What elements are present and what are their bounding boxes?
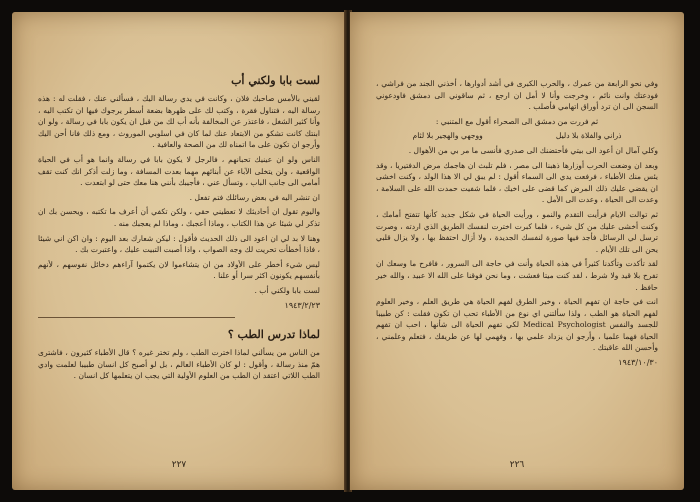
paragraph: وهنا لا بد لي ان اعود الى ذلك الحديث فأقول : ليكن شعارك بعد اليوم : وان اكن اني شيئا ، فاذا أخطأت تحريت لك وجه الصواب ، واذا أصبت التبيت عليك ، واعتبرت بك . (38, 233, 320, 255)
paragraph: لست بابا ولكني أب . (254, 285, 320, 295)
paragraph: وكلي آمال ان أعود الى بيتي فأحتضنك الى صدري فأنسى ما مر بي من الأهوال . (408, 145, 658, 155)
date: ١٩٤٣/٢/٢٣ (284, 300, 320, 310)
poem-couplet (376, 130, 658, 142)
paragraph: الناس ولو ان عينيك تحبانهم ، فالرجل لا يكون بابا في رسالة وانما هو أب في الحياة الواقعية ، ولن يتخلى الآباء عن أبنائهم مهما بعدت المسافة ، وما زلت أذكر انك كنت تقف أمامي الى جانب الباب ، وتسأل عني ، فأجيبك بأنني هنا معك حتى لو ابتعدت . (38, 154, 320, 188)
paragraph: ليس شيء أخطر على الأولاد من ان يتشاءموا لان يكتموا آراءهم دخائل نفوسهم ، لأنهم بأنفسهم يكونون اكثر سرا أو علنا . (38, 259, 320, 281)
page-number: ٢٢٦ (509, 460, 525, 470)
paragraph: واليوم تقول ان أحاديثك لا تعطيني حقي ، ولكن تكفي أن أعرف ما تكتبه ، ويحسن بك ان تذكر لي شيئا عن هذا الكتاب ، وماذا أعجبك ، وماذا لم يعجبك منه . (38, 207, 320, 228)
paragraph: ان تنشر اليه في بعض رسائلك فتم تفعل . (189, 192, 320, 202)
date: ١٩٤٣/١٠/٣٠ (618, 358, 658, 368)
paragraph: ثم فررت من دمشق الى الصحراء أقول مع المتنبي : (435, 116, 599, 126)
paragraph: وبعد ان وضعت الحرب أوزارها ذهبنا الى مصر ، فلم تلبث ان هاجمك مرض الدفتيريا ، وقد يئس منك الأطباء ، فرفعت يدي الى السماء أقول : لم يبق لي الا هذا الولد ، وكنت اخشى ان يقضي عليك ذلك المرض كما قضى على اخيك ، فلما شفيت حمدت الله على السلامة ، وعدت الى الحياة ، وعدت الى الأمل . (376, 160, 658, 205)
paragraph: من الناس من يسألني لماذا اخترت الطب ، ولم تختر غيره ؟ قال الأطباء كثيرون ، فاشترى همّ منذ رسالة ، وأقول : لو كان الأطباء العالم ، بل لو أصبح كل انسان طبيبا لعلمت وادي الطب اللاتي اعتقد ان الطب من العلوم الأولية التي يجب ان يتعلمها كل انسان . (38, 348, 320, 381)
poem-hemistich: ووجهي والهجير بلا لثام (412, 131, 483, 141)
section-divider (38, 317, 235, 318)
paragraph: لقد تأكدت وتأكدنا كثيراً في هذه الحياة وأنت في حاجة الى السرور ، فافرح ما وسعك ان تفرح بلا قيد ولا شرط ، لقد كنت ميتا فعشت ، وما نحن فوقنا على الله الا عبيد ، والله خير حافظ . (376, 259, 658, 292)
paragraph: لقيني بالأمس صاحبك فلان ، وكانت في يدي رسالة اليك ، فسألني عنك ، فقلت له : هذه رسالة اليه ، فتناول فقرة ، وكتب لك على ظهرها بضعة أسطر يرجوك فيها ان تكتب اليه ، وأنا كثير الشغل ، فاعتذر عن المخالفة بأنه أب لك من قبل ان يكون بابا في رسالة ، ولو ان ابنتك كانت تشكو من الابتعاد عنك لما كان في اسلوبي الموروث ، ومع ذلك فانا أحن اليك وأرجو ان تكون على ما اتمناه لك من الصحة والعافية . (38, 94, 320, 150)
right-page (350, 12, 684, 490)
page-number: ٢٢٧ (171, 460, 187, 470)
left-page (12, 12, 346, 490)
paragraph: انت في حاجة ان تفهم الحياة ، وخير الطرق لفهم الحياة هي طريق العلم ، وخير العلوم لفهم الحياة هو الطب ، ولذا سألتني اي نوع من الأطباء تحب ان تكون فقلت : كن طبيبا للجسد والنفس Medical Psychologist لكي تفهم الحياة الى شأنها ، احب ان تفهم الحياة فهما علميا ، وأرجو ان يزداد علمي بها ، وفهمي لها عن طريقك ، فتعلم وعلمني ، وأحسن الله عاقبتك . (376, 297, 659, 353)
right-page-content (376, 78, 658, 372)
section-title: لماذا تدرس الطب ؟ (227, 328, 320, 342)
section-title: لست بابا ولكني أب (231, 74, 320, 87)
paragraph: ثم توالت الايام فرأيت التقدم والنمو ، ورأيت الحياة في شكل جديد كأنها تتفتح أمامك ، وكنت أخشى عليك من كل شيء ، فلما كبرت اخترت لنفسك الطريق الذي اردته ، وصرت ترسل لي الرسائل فأجد فيها صورة لنفسك الجديدة ، ولا أزال احتفظ بها ، ولا يزال قلبي يحن الى تلك الأيام . (376, 209, 658, 254)
paragraph: وفي نحو الرابعة من عمرك ، والحرب الكبرى في أشد أدوارها ، أخذني الجند من فراشي ، فودعتك وانت نائم ، وخرجت وأنا لا أمل ان ارجع ، ثم ساقوني الى دمشق فاودعوني السجن الى ان ترد أوراق اتهامي فأصلب . (376, 79, 658, 112)
left-page-content (38, 74, 320, 385)
poem-hemistich: ذراني والفلاة بلا دليل (555, 131, 622, 141)
